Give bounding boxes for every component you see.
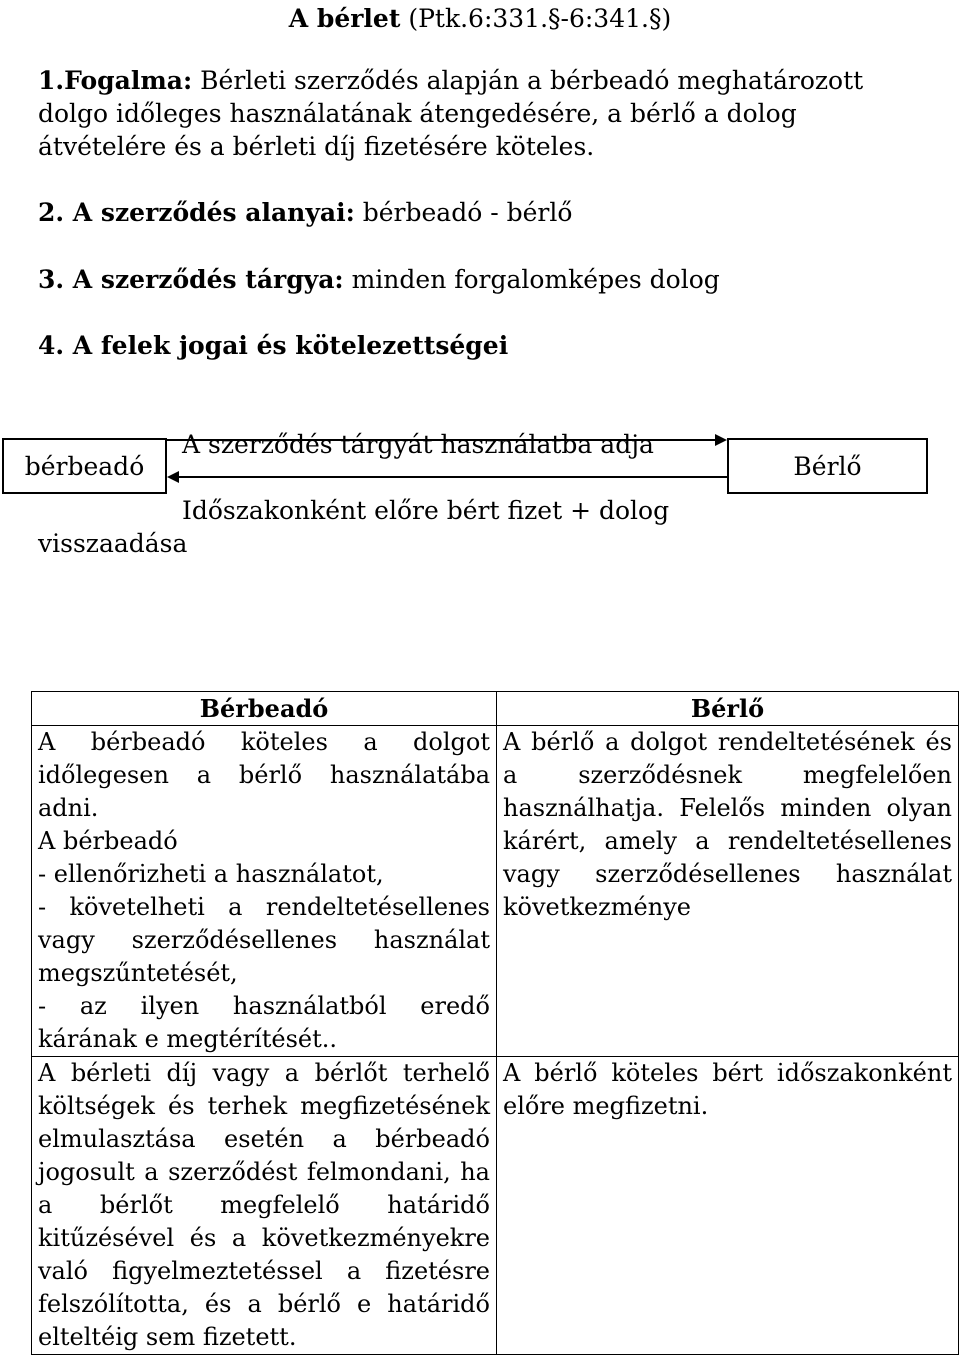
table-row bbox=[32, 726, 959, 1057]
header-lessee: Bérlő bbox=[497, 692, 959, 726]
row1-lessor-line: - követelheti a rendeltetésellenes vagy szerződésellenes használat megszűntetését, bbox=[38, 893, 490, 987]
section-subject-text: minden forgalomképes dolog bbox=[343, 265, 720, 294]
diagram-bottom-label-cont: visszaadása bbox=[38, 529, 188, 558]
row1-lessor-line: A bérbeadó köteles a dolgot időlegesen a bérlő használatába adni. bbox=[38, 728, 490, 822]
title-bold: A bérlet bbox=[288, 4, 401, 33]
diagram-lessor-label: bérbeadó bbox=[24, 451, 145, 481]
arrow-to-lessee-head bbox=[715, 434, 727, 446]
table-row bbox=[32, 1057, 959, 1355]
row2-lessee-cell: A bérlő köteles bért időszakonként előre megfizetni. bbox=[497, 1057, 959, 1355]
row1-lessor-line: A bérbeadó bbox=[38, 827, 178, 855]
section-subject-heading: 3. A szerződés tárgya: bbox=[38, 265, 344, 294]
header-lessor: Bérbeadó bbox=[32, 692, 497, 726]
rights-table bbox=[31, 691, 959, 1355]
row2-lessor-cell: A bérleti díj vagy a bérlőt terhelő költségek és terhek megfizetésének elmulasztása esetén a bérbeadó jogosult a szerződést felmondani, ha a bérlőt megfelelő határidő kitűzésével és a következményekre való figyelmeztetéssel a fizetésre felszólította, és a bérlő e határidő elteltéig sem fizetett. bbox=[32, 1057, 497, 1355]
section-parties-heading: 2. A szerződés alanyai: bbox=[38, 198, 355, 227]
diagram-bottom-label: Időszakonként előre bért fizet + dolog bbox=[182, 496, 670, 525]
row1-lessor-line: - ellenőrizheti a használatot, bbox=[38, 860, 384, 888]
arrow-to-lessor-head bbox=[167, 471, 179, 483]
title-rest: (Ptk.6:331.§-6:341.§) bbox=[400, 4, 672, 33]
diagram-top-label: A szerződés tárgyát használatba adja bbox=[182, 430, 654, 459]
section-parties-text: bérbeadó - bérlő bbox=[354, 198, 573, 227]
diagram-lessee-label: Bérlő bbox=[793, 451, 862, 481]
section-definition-text: Bérleti szerződés alapján a bérbeadó meghatározott dolgo időleges használatának átengedésére, a bérlő a dolog átvételére és a bérleti díj fizetésére köteles. bbox=[38, 66, 864, 161]
section-rights-heading-text: 4. A felek jogai és kötelezettségei bbox=[38, 331, 509, 360]
table-header-row bbox=[32, 692, 959, 726]
row1-lessee-cell: A bérlő a dolgot rendeltetésének és a szerződésnek megfelelően használhatja. Felelős minden olyan kárért, amely a rendeltetésellenes vagy szerződésellenes használat következménye bbox=[497, 726, 959, 1057]
row1-lessor-cell bbox=[32, 726, 497, 1057]
section-definition-heading: 1.Fogalma: bbox=[38, 66, 193, 95]
row1-lessor-line: - az ilyen használatból eredő kárának e megtérítését.. bbox=[38, 992, 490, 1053]
